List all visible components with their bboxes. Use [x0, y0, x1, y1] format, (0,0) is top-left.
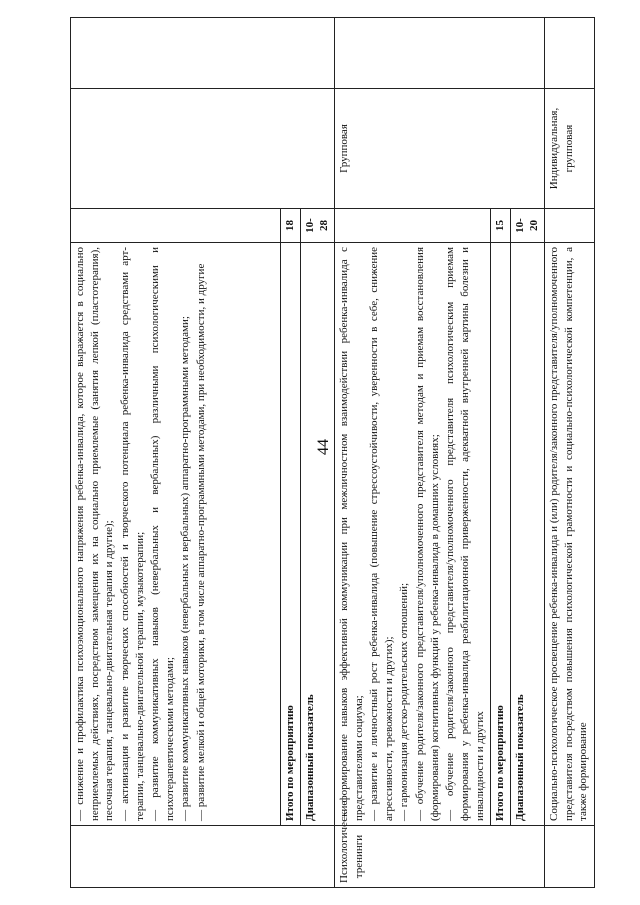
list-item: — гармонизация детско-родительских отношений; [398, 582, 411, 821]
service-name-cell: Психологические тренинги [334, 826, 544, 888]
list-item: — обучение родителя/законного представителя/уполномоченного представителя методам и приемам восстановления (формирования) когнитивных функций у ребенка-инвалида в домашних условиях; [414, 247, 441, 821]
list-item: Социально-психологическое просвещение ребенка-инвалида и (или) родителя/законного представителя/уполномоченного представителя посредством повышения психологической грамотности и социально-психологической компетенции, а также формирование [548, 247, 590, 821]
list-item: — формирование навыков эффективной коммуникации при межличностном взаимодействии ребенка-инвалида с представителями социума; [337, 247, 365, 821]
range-label: Диапазонный показатель [510, 243, 544, 826]
range-label: Диапазонный показатель [300, 243, 334, 826]
total-value: 15 [491, 209, 511, 243]
service-name-cell [71, 826, 335, 888]
list-item: — активизация и развитие творческих способностей и творческого потенциала ребенка-инвалида средствами арт-терапии, танцевально-двигательной терапии, музыкотерапии; [118, 247, 146, 821]
empty-cell [545, 18, 595, 89]
empty-cell [71, 18, 335, 89]
list-item: — развитие коммуникативных навыков (невербальных и вербальных) аппаратно-программными методами; [179, 316, 192, 821]
list-item: — развитие и личностный рост ребенка-инвалида (повышение стрессоустойчивости, уверенности в себе, снижение агрессивности, тревожности и других); [368, 247, 395, 821]
table-row [71, 18, 281, 888]
total-label: Итого по мероприятию [491, 243, 511, 826]
range-value: 10-28 [300, 209, 334, 243]
service-description-cell [334, 243, 490, 826]
service-description-cell [545, 243, 595, 826]
rotated-table-sheet [70, 18, 590, 888]
total-label: Итого по мероприятию [281, 243, 301, 826]
hours-cell [545, 209, 595, 243]
list-item: — обучение родителя/законного представителя/уполномоченного представителя психологическим приемам формирования у ребенка-инвалида реабилитационной приверженности, адекватной внутренней картины болезни и инвалидности и других [444, 247, 486, 821]
empty-cell [334, 18, 544, 89]
list-item: — снижение и профилактика психоэмоционального напряжения ребенка-инвалида, которое выражается в социально неприемлемых действиях, посредством замещения их на социально приемлемые (занятия лепкой (пластотерапия), песочная терапия, танцевально-двигательная терапия и другие); [74, 247, 116, 821]
form-cell [71, 89, 335, 209]
hours-cell [334, 209, 490, 243]
range-value: 10-20 [510, 209, 544, 243]
page-number: 44 [315, 439, 332, 455]
table-row [334, 18, 490, 888]
form-cell: Индивидуальная, групповая [545, 89, 595, 209]
services-table [70, 17, 595, 888]
service-description-cell [71, 243, 281, 826]
hours-cell [71, 209, 281, 243]
list-item: — развитие коммуникативных навыков (невербальных и вербальных) различными психологическими и психотерапевтическими методами; [149, 247, 176, 821]
list-item: — развитие мелкой и общей моторики, в том числе аппаратно-программными методами, при необходимости, и другие [195, 263, 207, 821]
table-row [545, 18, 595, 888]
form-cell: Групповая [334, 89, 544, 209]
service-name-cell [545, 826, 595, 888]
total-value: 18 [281, 209, 301, 243]
